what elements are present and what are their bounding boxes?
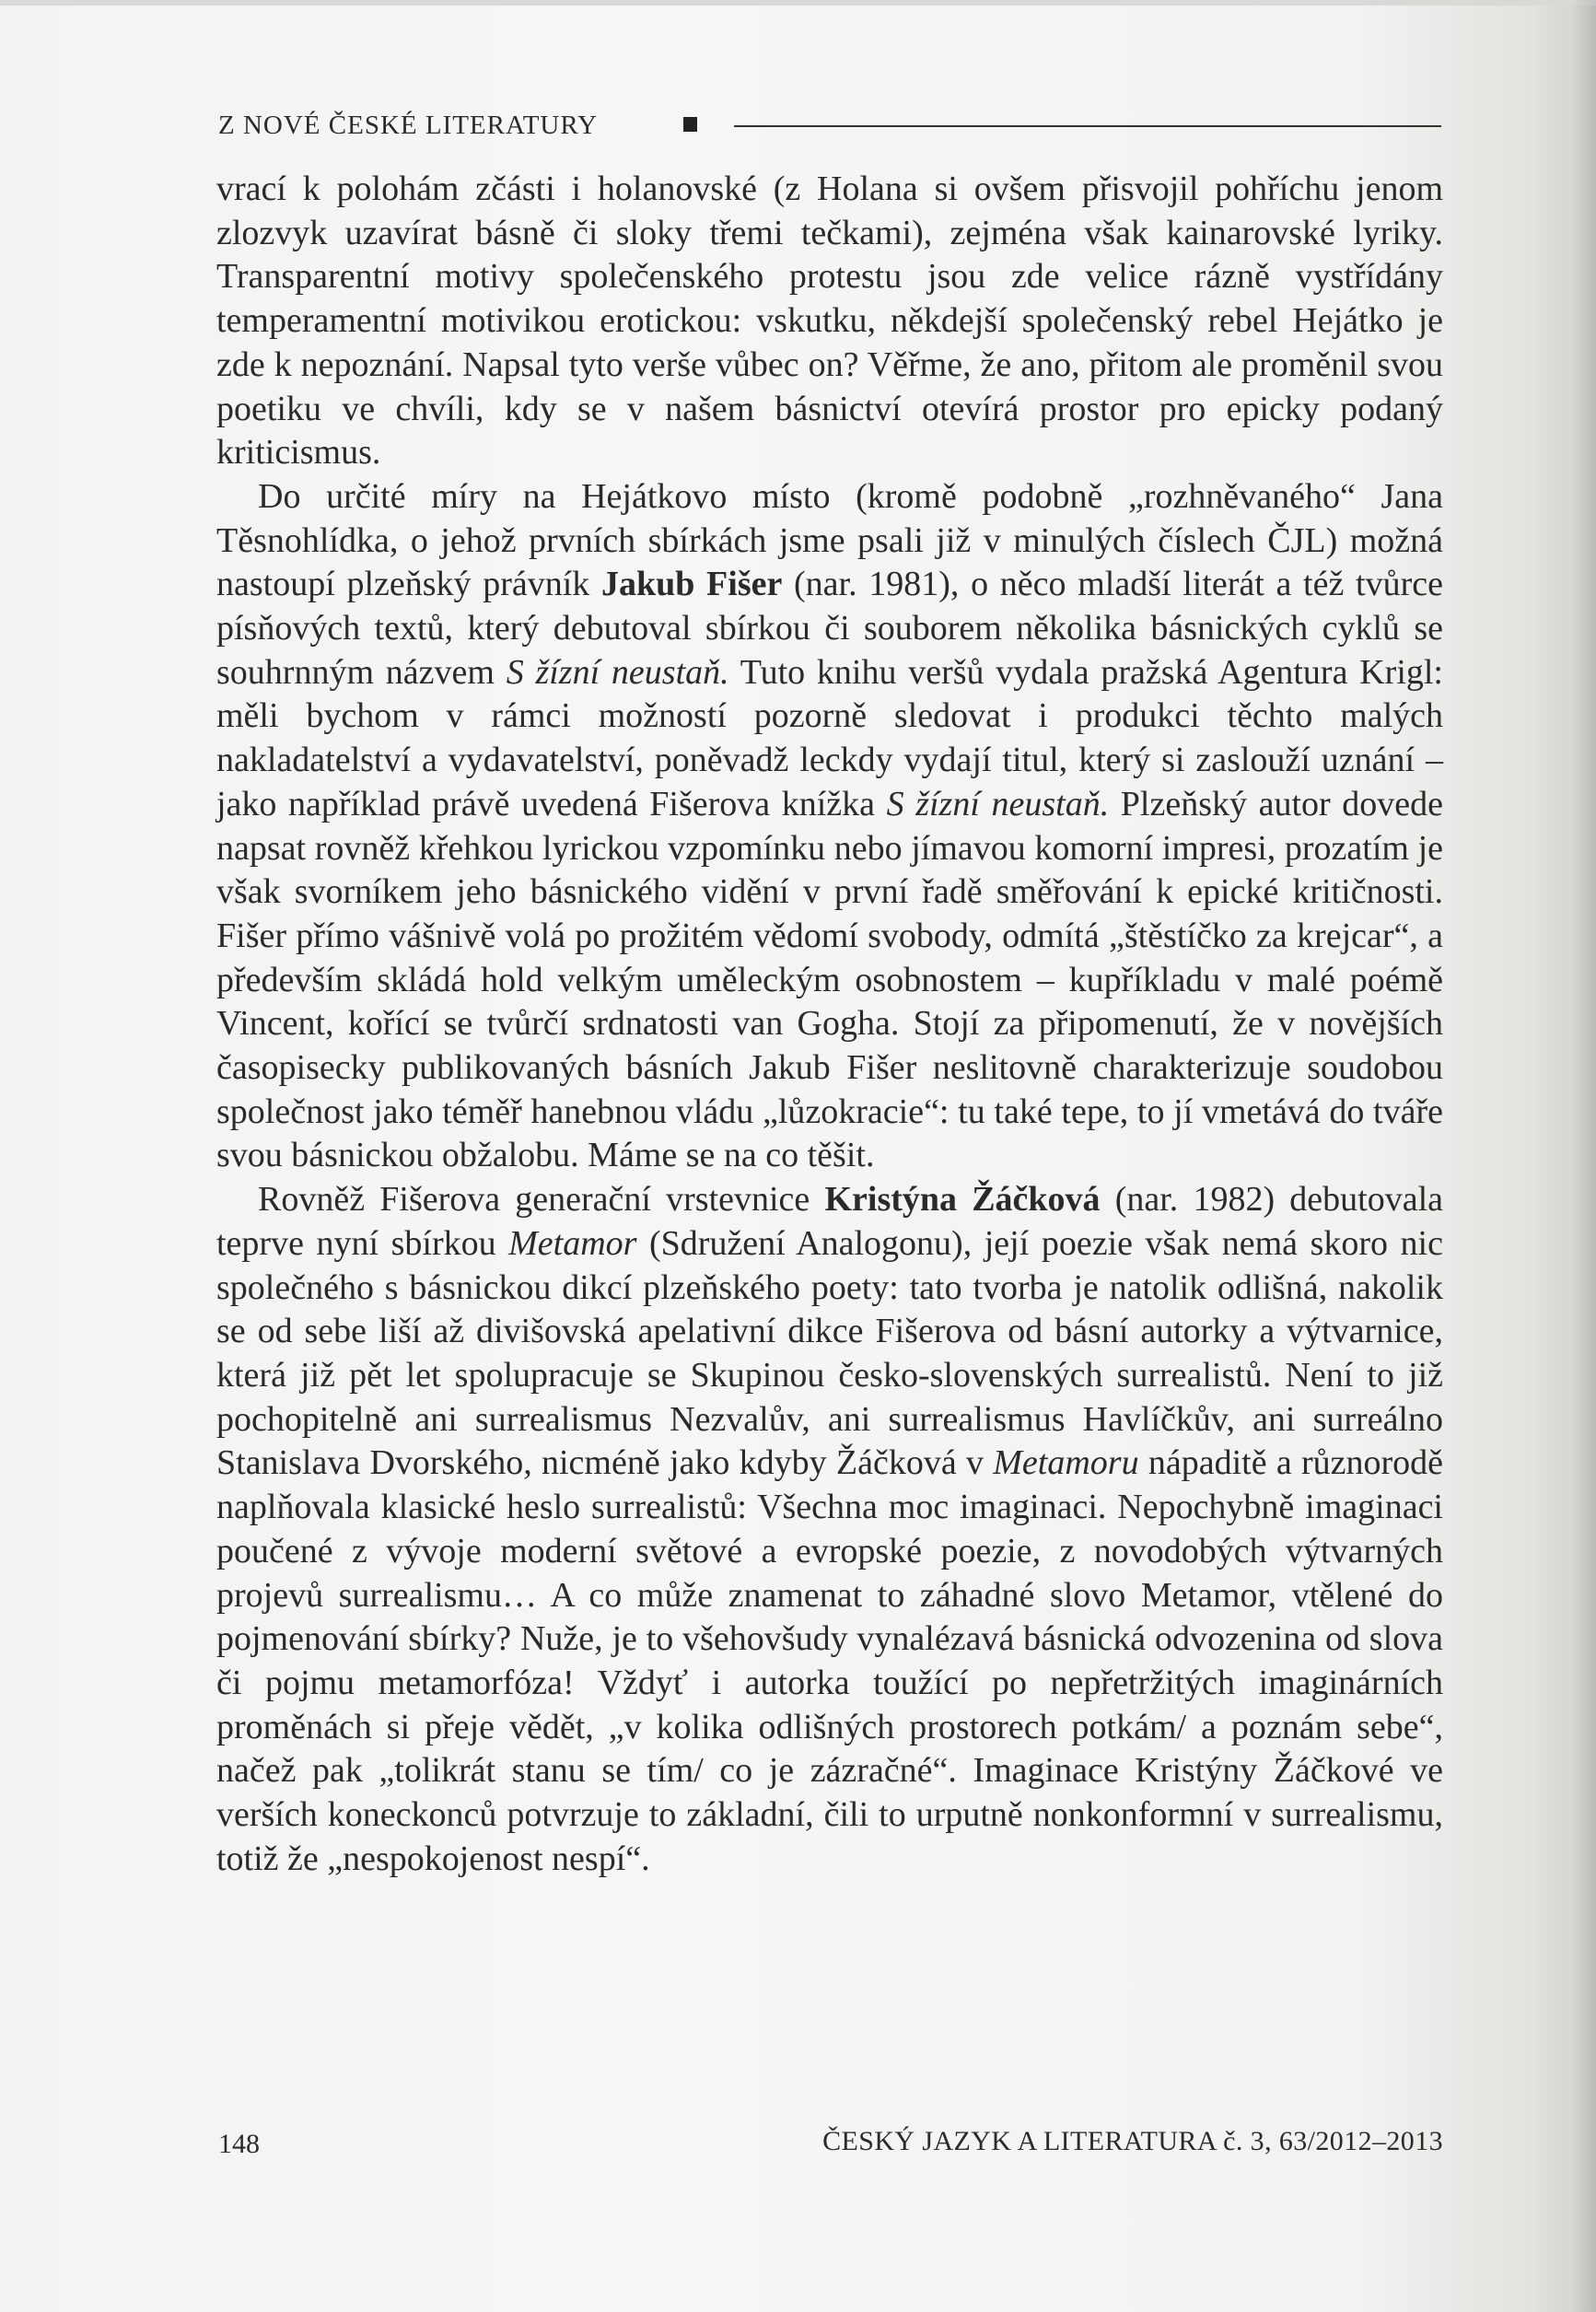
author-name-fiser: Jakub Fišer (600, 565, 783, 604)
paragraph-1 (216, 168, 1443, 475)
book-title: S žízní neustaň. (506, 652, 729, 692)
article-body (216, 168, 1443, 1881)
journal-citation: ČESKÝ JAZYK A LITERATURA č. 3, 63/2012–2013 (822, 2126, 1443, 2156)
section-title: Z NOVÉ ČESKÉ LITERATURY (218, 111, 599, 140)
paragraph-2 (216, 475, 1443, 1178)
page-binding-shadow (1570, 0, 1596, 2312)
page-number: 148 (218, 2129, 260, 2159)
text-run: vrací k polohám zčásti i holanovské (z Holana si ovšem přisvojil pohříchu jenom zlozvyk uzavírat básně či sloky třemi tečkami), zejména však kainarovské lyriky. Transparentní motivy společenského protestu jsou zde velice rázně vystřídány temperamentní motivikou erotickou: vskutku, někdejší společenský rebel Hejátko je zde k nepoznání. Napsal tyto verše vůbec on? Věřme, že ano, přitom ale proměnil svou poetiku ve chvíli, kdy se v našem básnictví otevírá prostor pro epicky podaný kriticismus. (216, 169, 1443, 473)
paragraph-3 (216, 1178, 1443, 1881)
square-bullet-icon (683, 117, 697, 132)
book-title: Metamor (508, 1223, 637, 1263)
text-run: Tuto knihu veršů vydala pražská Agentura Krigl: měli bychom v rámci možností pozorně sledovat i produkci těchto malých nakladatelství a vydavatelství, poněvadž leckdy vydají titul, který si zaslouží uznání – jako například právě uvedená Fišerova knížka (216, 652, 1443, 823)
text-run: (nar. 1981), o něco mladší literát a též tvůrce písňových textů, který debutoval sbírkou či souborem několika básnických cyklů se souhrnným názvem (216, 565, 1443, 692)
page-top-edge (0, 0, 1596, 6)
text-run: Rovněž Fišerova generační vrstevnice (258, 1180, 825, 1220)
text-run: nápaditě a různorodě naplňovala klasické heslo surrealistů: Všechna moc imaginaci. Nepochybně imaginaci poučené z vývoje moderní světové a evropské poezie, z novodobých výtvarných projevů surrealismu… A co může znamenat to záhadné slovo Metamor, vtělené do pojmenování sbírky? Nuže, je to všehovšudy vynalézavá básnická odvozenina od slova či pojmu metamorfóza! Vždyť i autorka toužící po nepřetržitých imaginárních proměnách si přeje vědět, „v kolika odlišných prostorech potkám/ a poznám sebe“, načež pak „tolikrát stanu se tím/ co je zázračné“. Imaginace Kristýny Žáčkové ve verších koneckonců potvrzuje to základní, čili to urputně nonkonformní v surrealismu, totiž že „nespokojenost nespí“. (216, 1443, 1443, 1878)
book-title: S žízní neustaň. (886, 784, 1110, 823)
text-run: Plzeňský autor dovede napsat rovněž křehkou lyrickou vzpomínku nebo jímavou komorní impresi, prozatím je však svorníkem jeho básnického vidění v první řadě směřování k epické kritičnosti. Fišer přímo vášnivě volá po prožitém vědomí svobody, odmítá „štěstíčko za krejcar“, a především skládá hold velkým uměleckým osobnostem – kupříkladu v malé poémě Vincent, kořící se tvůrčí srdnatosti van Gogha. Stojí za připomenutí, že v novějších časopisecky publikovaných básních Jakub Fišer neslitovně charakterizuje soudobou společnost jako téměř hanebnou vládu „lůzokracie“: tu také tepe, to jí vmetává do tváře svou básnickou obžalobu. Máme se na co těšit. (216, 784, 1443, 1175)
header-rule (734, 125, 1441, 127)
book-title: Metamoru (993, 1443, 1139, 1483)
text-run: Do určité míry na Hejátkovo místo (kromě podobně „rozhněvaného“ Jana Těsnohlídka, o jehož prvních sbírkách jsme psali již v minulých číslech ČJL) možná nastoupí plzeňský právník (216, 476, 1443, 604)
text-run: (Sdružení Analogonu), její poezie však nemá skoro nic společného s básnickou dikcí plzeňského poety: tato tvorba je natolik odlišná, nakolik se od sebe liší až divišovská apelativní dikce Fišerova od básní autorky a výtvarnice, která již pět let spolupracuje se Skupinou česko-slovenských surrealistů. Není to již pochopitelně ani surrealismus Nezvalův, ani surrealismus Havlíčkův, ani surreálno Stanislava Dvorského, nicméně jako kdyby Žáčková v (216, 1223, 1443, 1483)
author-name-zackova: Kristýna Žáčková (824, 1180, 1101, 1220)
text-run: (nar. 1982) debutovala teprve nyní sbírkou (216, 1180, 1444, 1263)
running-header (218, 105, 1441, 147)
